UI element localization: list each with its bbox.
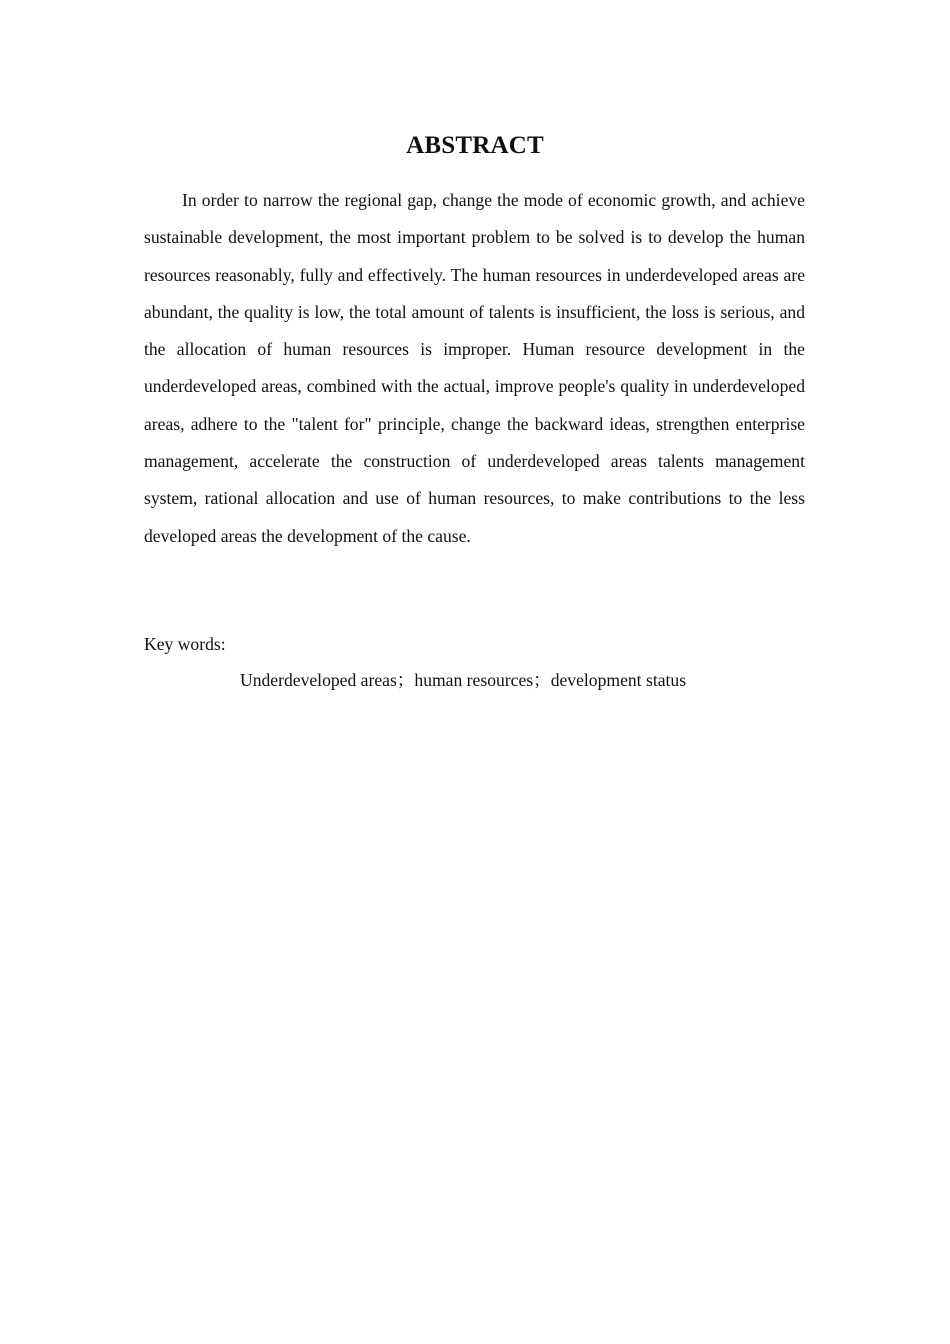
keywords-list: Underdeveloped areas；human resources；development status — [240, 670, 687, 690]
keywords-label: Key words: — [144, 634, 226, 654]
page-title: ABSTRACT — [406, 132, 544, 159]
abstract-paragraph: In order to narrow the regional gap, change the mode of economic growth, and achieve sustainable development, the most important problem to be solved is to develop the human resources reasonably, fully and effectively. The human resources in underdeveloped areas are abundant, the quality is low, the total amount of talents is insufficient, the loss is serious, and the allocation of human resources is improper. Human resource development in the underdeveloped areas, combined with the actual, improve people's quality in underdeveloped areas, adhere to the "talent for" principle, change the backward ideas, strengthen enterprise management, accelerate the construction of underdeveloped areas talents management system, rational allocation and use of human resources, to make contributions to the less developed areas the development of the cause. — [144, 190, 805, 546]
